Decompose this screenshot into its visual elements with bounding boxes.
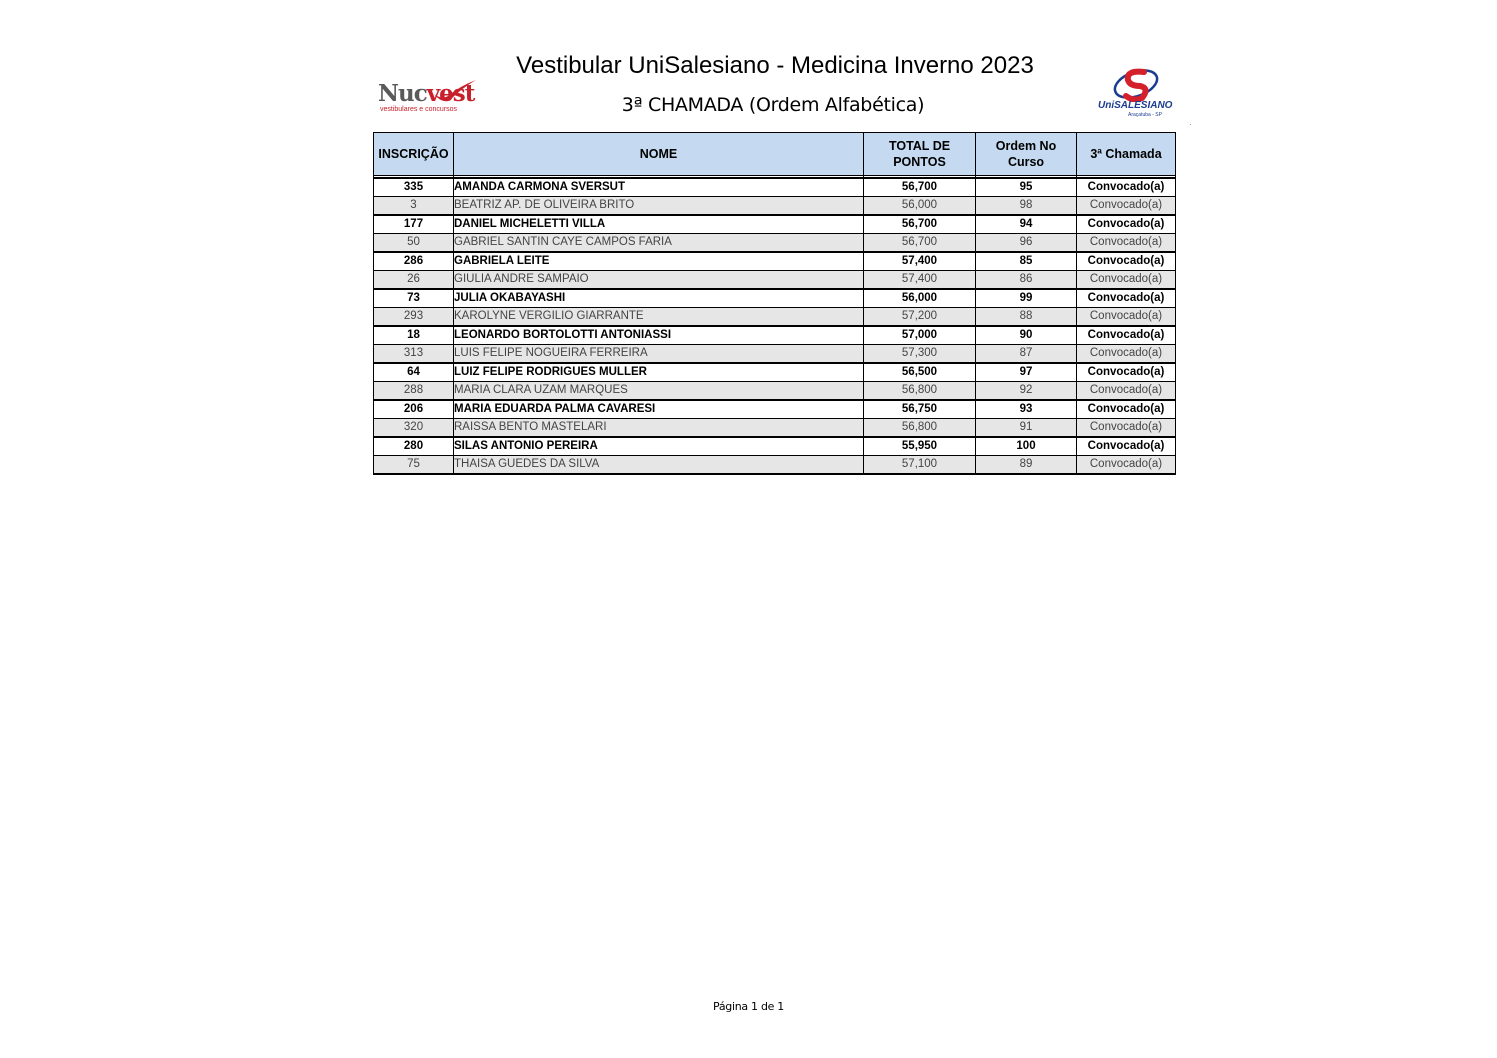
cell-inscricao: 3 <box>374 197 454 216</box>
cell-pontos: 56,750 <box>864 400 976 419</box>
cell-nome: MARIA CLARA UZAM MARQUES <box>454 382 864 401</box>
unisalesiano-logo-location: Araçatuba - SP <box>1128 112 1162 118</box>
cell-inscricao: 286 <box>374 252 454 271</box>
cell-chamada: Convocado(a) <box>1077 234 1176 253</box>
cell-ordem: 94 <box>976 215 1077 234</box>
cell-nome: MARIA EDUARDA PALMA CAVARESI <box>454 400 864 419</box>
cell-ordem: 87 <box>976 345 1077 364</box>
page-subtitle: 3ª CHAMADA (Ordem Alfabética) <box>621 94 925 116</box>
cell-pontos: 57,400 <box>864 271 976 290</box>
cell-chamada: Convocado(a) <box>1077 271 1176 290</box>
cell-ordem: 88 <box>976 308 1077 327</box>
table-row <box>374 197 1176 216</box>
cell-pontos: 56,700 <box>864 215 976 234</box>
cell-nome: LUIS FELIPE NOGUEIRA FERREIRA <box>454 345 864 364</box>
column-header-pontos: TOTAL DE PONTOS <box>864 133 976 176</box>
cell-pontos: 56,700 <box>864 234 976 253</box>
cell-ordem: 92 <box>976 382 1077 401</box>
cell-chamada: Convocado(a) <box>1077 382 1176 401</box>
cell-pontos: 57,300 <box>864 345 976 364</box>
cell-ordem: 95 <box>976 178 1077 197</box>
cell-chamada: Convocado(a) <box>1077 289 1176 308</box>
table-row <box>374 289 1176 308</box>
table-row <box>374 345 1176 364</box>
cell-ordem: 98 <box>976 197 1077 216</box>
column-header-ordem: Ordem No Curso <box>976 133 1077 176</box>
cell-pontos: 57,400 <box>864 252 976 271</box>
cell-ordem: 89 <box>976 456 1077 475</box>
column-header-chamada: 3ª Chamada <box>1077 133 1176 176</box>
nucvest-logo-part1: Nuc <box>378 80 427 107</box>
checkmark-swoosh-icon <box>432 78 478 102</box>
cell-ordem: 99 <box>976 289 1077 308</box>
cell-chamada: Convocado(a) <box>1077 419 1176 438</box>
table-row <box>374 456 1176 475</box>
cell-inscricao: 64 <box>374 363 454 382</box>
cell-nome: BEATRIZ AP. DE OLIVEIRA BRITO <box>454 197 864 216</box>
cell-nome: GIULIA ANDRE SAMPAIO <box>454 271 864 290</box>
cell-chamada: Convocado(a) <box>1077 197 1176 216</box>
cell-inscricao: 288 <box>374 382 454 401</box>
cell-nome: LEONARDO BORTOLOTTI ANTONIASSI <box>454 326 864 345</box>
nucvest-logo-tagline: vestibulares e concursos <box>380 106 458 113</box>
cell-inscricao: 75 <box>374 456 454 475</box>
cell-inscricao: 26 <box>374 271 454 290</box>
table-row <box>374 234 1176 253</box>
cell-pontos: 56,800 <box>864 382 976 401</box>
cell-chamada: Convocado(a) <box>1077 326 1176 345</box>
cell-ordem: 96 <box>976 234 1077 253</box>
table-row <box>374 178 1176 197</box>
cell-nome: GABRIEL SANTIN CAYE CAMPOS FARIA <box>454 234 864 253</box>
table-row <box>374 215 1176 234</box>
table-body <box>374 176 1176 475</box>
table-row <box>374 252 1176 271</box>
cell-chamada: Convocado(a) <box>1077 308 1176 327</box>
cell-ordem: 93 <box>976 400 1077 419</box>
table-row <box>374 363 1176 382</box>
cell-nome: DANIEL MICHELETTI VILLA <box>454 215 864 234</box>
cell-chamada: Convocado(a) <box>1077 363 1176 382</box>
cell-inscricao: 320 <box>374 419 454 438</box>
cell-inscricao: 177 <box>374 215 454 234</box>
cell-pontos: 57,100 <box>864 456 976 475</box>
cell-ordem: 86 <box>976 271 1077 290</box>
cell-inscricao: 206 <box>374 400 454 419</box>
cell-ordem: 91 <box>976 419 1077 438</box>
cell-inscricao: 50 <box>374 234 454 253</box>
cell-pontos: 57,200 <box>864 308 976 327</box>
unisalesiano-logo-name: UniSALESIANO <box>1098 100 1173 111</box>
cell-chamada: Convocado(a) <box>1077 437 1176 456</box>
column-header-inscricao: INSCRIÇÃO <box>374 133 454 176</box>
cell-nome: JULIA OKABAYASHI <box>454 289 864 308</box>
table-row <box>374 419 1176 438</box>
table-row <box>374 382 1176 401</box>
stray-dot <box>1190 124 1191 125</box>
cell-nome: GABRIELA LEITE <box>454 252 864 271</box>
column-header-nome: NOME <box>454 133 864 176</box>
cell-ordem: 97 <box>976 363 1077 382</box>
cell-nome: AMANDA CARMONA SVERSUT <box>454 178 864 197</box>
nucvest-logo <box>378 78 478 118</box>
cell-chamada: Convocado(a) <box>1077 215 1176 234</box>
cell-chamada: Convocado(a) <box>1077 456 1176 475</box>
cell-pontos: 56,700 <box>864 178 976 197</box>
cell-inscricao: 313 <box>374 345 454 364</box>
cell-nome: LUIZ FELIPE RODRIGUES MULLER <box>454 363 864 382</box>
table-row <box>374 437 1176 456</box>
cell-pontos: 55,950 <box>864 437 976 456</box>
results-table <box>373 132 1176 475</box>
table-header-row <box>374 133 1176 176</box>
cell-ordem: 100 <box>976 437 1077 456</box>
cell-nome: RAISSA BENTO MASTELARI <box>454 419 864 438</box>
cell-pontos: 56,000 <box>864 289 976 308</box>
table-row <box>374 271 1176 290</box>
cell-inscricao: 280 <box>374 437 454 456</box>
cell-pontos: 56,000 <box>864 197 976 216</box>
page-title: Vestibular UniSalesiano - Medicina Inverno 2023 <box>516 52 1034 79</box>
cell-nome: KAROLYNE VERGILIO GIARRANTE <box>454 308 864 327</box>
cell-pontos: 56,800 <box>864 419 976 438</box>
cell-pontos: 56,500 <box>864 363 976 382</box>
table-row <box>374 308 1176 327</box>
cell-chamada: Convocado(a) <box>1077 345 1176 364</box>
cell-ordem: 85 <box>976 252 1077 271</box>
cell-inscricao: 73 <box>374 289 454 308</box>
cell-inscricao: 293 <box>374 308 454 327</box>
cell-inscricao: 335 <box>374 178 454 197</box>
cell-nome: THAISA GUEDES DA SILVA <box>454 456 864 475</box>
cell-inscricao: 18 <box>374 326 454 345</box>
nucvest-logo-part2: vest <box>426 80 475 107</box>
cell-pontos: 57,000 <box>864 326 976 345</box>
cell-chamada: Convocado(a) <box>1077 400 1176 419</box>
unisalesiano-emblem-icon <box>1096 68 1176 102</box>
table-row <box>374 326 1176 345</box>
cell-chamada: Convocado(a) <box>1077 252 1176 271</box>
cell-ordem: 90 <box>976 326 1077 345</box>
page-footer: Página 1 de 1 <box>713 1000 784 1013</box>
table-row <box>374 400 1176 419</box>
unisalesiano-logo <box>1096 68 1176 120</box>
cell-nome: SILAS ANTONIO PEREIRA <box>454 437 864 456</box>
cell-chamada: Convocado(a) <box>1077 178 1176 197</box>
